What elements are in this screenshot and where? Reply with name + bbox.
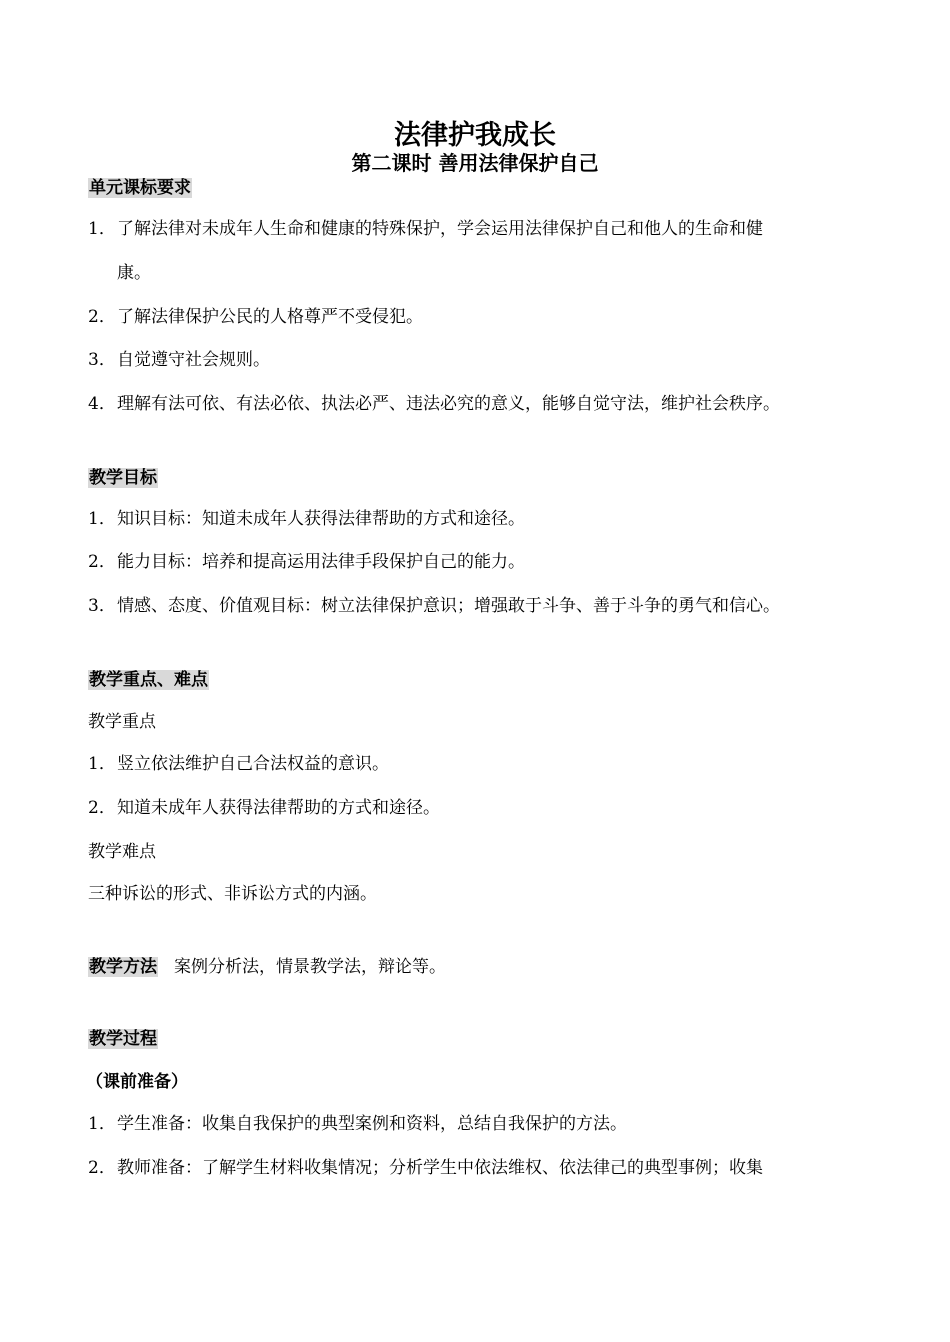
section-methods bbox=[88, 956, 446, 978]
heading-label: 教学方法 bbox=[89, 957, 157, 977]
section-heading-key-points bbox=[88, 669, 209, 691]
item-text: 知道未成年人获得法律帮助的方式和途径。 bbox=[117, 798, 440, 818]
list-item bbox=[88, 595, 780, 617]
list-item bbox=[88, 218, 763, 240]
item-number: 3． bbox=[88, 596, 116, 616]
item-text: 情感、态度、价值观目标：树立法律保护意识；增强敢于斗争、善于斗争的勇气和信心。 bbox=[117, 596, 780, 616]
list-item bbox=[88, 753, 389, 775]
item-text: 自觉遵守社会规则。 bbox=[117, 350, 270, 370]
document-title: 法律护我成长 bbox=[394, 120, 556, 151]
heading-label: 单元课标要求 bbox=[89, 178, 191, 198]
methods-text: 案例分析法，情景教学法，辩论等。 bbox=[174, 957, 446, 977]
list-item bbox=[88, 797, 440, 819]
list-item bbox=[88, 393, 780, 415]
list-item bbox=[88, 1157, 763, 1179]
item-number: 4． bbox=[88, 394, 116, 414]
section-heading-process bbox=[88, 1028, 158, 1050]
item-text: 竖立依法维护自己合法权益的意识。 bbox=[117, 754, 389, 774]
document-subtitle: 第二课时 善用法律保护自己 bbox=[351, 151, 599, 175]
difficulty-label: 教学难点 bbox=[88, 842, 156, 862]
list-item bbox=[88, 1113, 627, 1135]
item-text: 学生准备：收集自我保护的典型案例和资料，总结自我保护的方法。 bbox=[117, 1114, 627, 1134]
item-number: 1． bbox=[88, 219, 116, 239]
heading-label: 教学目标 bbox=[89, 468, 157, 488]
item-number: 2． bbox=[88, 798, 116, 818]
difficulty-text: 三种诉讼的形式、非诉讼方式的内涵。 bbox=[88, 884, 377, 904]
item-text: 能力目标：培养和提高运用法律手段保护自己的能力。 bbox=[117, 552, 525, 572]
process-subheading: （课前准备） bbox=[86, 1072, 188, 1092]
section-heading-teaching-goals bbox=[88, 467, 158, 489]
list-item bbox=[88, 508, 525, 530]
item-text: 理解有法可依、有法必依、执法必严、违法必究的意义，能够自觉守法，维护社会秩序。 bbox=[117, 394, 780, 414]
heading-label: 教学过程 bbox=[89, 1029, 157, 1049]
item-number: 3． bbox=[88, 350, 116, 370]
item-text: 教师准备：了解学生材料收集情况；分析学生中依法维权、依法律己的典型事例；收集 bbox=[117, 1158, 763, 1178]
list-item bbox=[88, 551, 525, 573]
item-number: 1． bbox=[88, 509, 116, 529]
item-text: 了解法律保护公民的人格尊严不受侵犯。 bbox=[117, 307, 423, 327]
item-number: 1． bbox=[88, 1114, 116, 1134]
list-item bbox=[88, 349, 270, 371]
list-item-continuation: 康。 bbox=[117, 263, 151, 283]
item-number: 2． bbox=[88, 307, 116, 327]
focus-label: 教学重点 bbox=[88, 712, 156, 732]
item-number: 2． bbox=[88, 1158, 116, 1178]
list-item bbox=[88, 306, 423, 328]
heading-label: 教学重点、难点 bbox=[89, 670, 208, 690]
item-number: 1． bbox=[88, 754, 116, 774]
item-number: 2． bbox=[88, 552, 116, 572]
section-heading-unit-requirements bbox=[88, 177, 192, 199]
item-text: 知识目标：知道未成年人获得法律帮助的方式和途径。 bbox=[117, 509, 525, 529]
item-text: 了解法律对未成年人生命和健康的特殊保护，学会运用法律保护自己和他人的生命和健 bbox=[117, 219, 763, 239]
